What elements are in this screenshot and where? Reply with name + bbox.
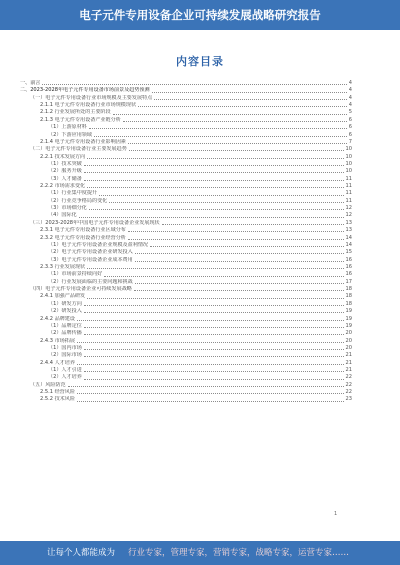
toc-entry-title: 2.4.4 人才培养 <box>40 359 75 366</box>
toc-entry[interactable] <box>20 374 352 381</box>
toc-entry-title: （1）上游原材料 <box>48 124 87 131</box>
toc-entry-page: 18 <box>345 300 352 307</box>
dot-leader <box>123 121 347 122</box>
toc-entry-page: 22 <box>345 374 352 381</box>
dot-leader <box>79 217 344 218</box>
toc-entry-title: （五）风险防范 <box>30 381 66 388</box>
report-header-bar <box>0 0 400 30</box>
toc-entry-title: （3）电子元件专用设备企业成本费用 <box>48 256 133 263</box>
toc-entry-page: 13 <box>345 219 352 226</box>
dot-leader <box>128 239 344 240</box>
toc-entry-page: 14 <box>345 234 352 241</box>
toc-entry-page: 11 <box>345 197 352 204</box>
toc-entry-title: 一、前言 <box>20 80 41 86</box>
toc-entry-title: （2）服务升级 <box>48 168 82 175</box>
toc-entry-title: （1）技术突破 <box>48 160 82 167</box>
toc-entry[interactable] <box>20 190 352 197</box>
toc-entry[interactable] <box>20 183 352 190</box>
report-title: 电子元件专用设备企业可持续发展战略研究报告 <box>79 8 321 22</box>
toc-entry-title: （1）市场前景持续向好 <box>48 271 103 278</box>
dot-leader <box>84 312 344 313</box>
toc-entry-page: 6 <box>348 124 352 131</box>
dot-leader <box>68 386 344 387</box>
toc-entry[interactable] <box>20 139 352 146</box>
toc-entry-title: （2）行业发展面临的主要问题和挑战 <box>48 278 133 285</box>
toc-entry[interactable] <box>20 279 352 286</box>
toc-entry[interactable] <box>20 124 352 131</box>
dot-leader <box>135 283 344 284</box>
toc-entry-page: 15 <box>345 249 352 256</box>
toc-entry-page: 18 <box>345 286 352 293</box>
toc-entry-title: （2）品牌传播 <box>48 330 82 337</box>
toc-entry[interactable] <box>20 176 352 183</box>
toc-entry-page: 12 <box>345 205 352 212</box>
toc-entry-page: 10 <box>345 160 352 167</box>
toc-entry[interactable] <box>20 80 352 87</box>
toc-entry[interactable] <box>20 132 352 139</box>
toc-entry[interactable] <box>20 360 352 367</box>
toc-entry-page: 10 <box>345 168 352 175</box>
dot-leader <box>84 172 344 173</box>
toc-entry-page: 11 <box>345 175 352 182</box>
dot-leader <box>87 268 343 269</box>
toc-entry-title: 2.2.1 技术发展方向 <box>40 153 86 160</box>
dot-leader <box>77 320 344 321</box>
toc-entry[interactable] <box>20 242 352 249</box>
toc-entry[interactable] <box>20 382 352 389</box>
toc-entry[interactable] <box>20 316 352 323</box>
dot-leader <box>154 99 346 100</box>
toc-entry[interactable] <box>20 227 352 234</box>
toc-entry-title: 2.3.2 电子元件专用设备行业经营分析 <box>40 234 126 241</box>
footer-lead-text: 让每个人都能成为 <box>47 548 116 558</box>
dot-leader <box>152 92 347 93</box>
toc-entry[interactable] <box>20 367 352 374</box>
dot-leader <box>129 150 344 151</box>
toc-entry-page: 20 <box>345 330 352 337</box>
toc-entry-page: 20 <box>345 337 352 344</box>
toc-entry-title: （2）电子元件专用设备企业研发投入 <box>48 249 133 256</box>
dot-leader <box>135 261 344 262</box>
toc-entry[interactable] <box>20 154 352 161</box>
toc-entry-page: 14 <box>345 241 352 248</box>
toc-entry-page: 21 <box>345 352 352 359</box>
toc-entry-title: （1）品牌定位 <box>48 322 82 329</box>
toc-entry[interactable] <box>20 338 352 345</box>
dot-leader <box>134 290 344 291</box>
toc-entry[interactable] <box>20 257 352 264</box>
toc-entry-title: 2.2.2 市场需求变化 <box>40 183 86 190</box>
dot-leader <box>77 342 344 343</box>
toc-entry-page: 21 <box>345 359 352 366</box>
dot-leader <box>77 364 344 365</box>
toc-entry-title: （2）下游应用领域 <box>48 131 92 138</box>
toc-entry-title: （四）电子元件专用设备企业可持续发展战略 <box>30 286 132 293</box>
dot-leader <box>84 305 344 306</box>
toc-entry-title: （2）人才培养 <box>48 374 82 381</box>
dot-leader <box>128 143 347 144</box>
toc-entry[interactable] <box>20 95 352 102</box>
toc-entry-title: 2.3.3 行业发展现状 <box>40 263 86 270</box>
toc-entry[interactable] <box>20 205 352 212</box>
toc-entry[interactable] <box>20 87 352 94</box>
dot-leader <box>42 84 346 85</box>
dot-leader <box>84 379 344 380</box>
dot-leader <box>89 128 347 129</box>
toc-entry[interactable] <box>20 330 352 337</box>
page-number: 1 <box>334 511 338 517</box>
dot-leader <box>104 276 343 277</box>
toc-entry-title: （4）国际化 <box>48 212 77 219</box>
toc-entry[interactable] <box>20 161 352 168</box>
toc-entry-page: 6 <box>348 131 352 138</box>
toc-entry-title: 2.4.2 品牌建设 <box>40 315 75 322</box>
footer-roles-text: 行业专家，管理专家，营销专家，战略专家，运营专家…… <box>128 548 350 558</box>
toc-entry[interactable] <box>20 102 352 109</box>
toc-entry-title: 2.4.3 市场拓展 <box>40 337 75 344</box>
toc-entry-page: 5 <box>348 109 352 116</box>
toc-entry[interactable] <box>20 286 352 293</box>
toc-entry[interactable] <box>20 345 352 352</box>
dot-leader <box>87 158 343 159</box>
dot-leader <box>113 114 347 115</box>
toc-entry-title: （3）市场细分化 <box>48 205 87 212</box>
dot-leader <box>84 371 344 372</box>
toc-entry-title: 2.5.1 经营风险 <box>40 389 75 396</box>
toc-entry-title: （1）人才引进 <box>48 367 82 374</box>
table-of-contents <box>20 80 352 404</box>
toc-entry-title: 2.1.3 电子元件专用设备产业链分析 <box>40 116 121 123</box>
toc-entry-page: 17 <box>345 278 352 285</box>
dot-leader <box>162 224 344 225</box>
dot-leader <box>84 349 344 350</box>
toc-entry-title: （1）研发方向 <box>48 300 82 307</box>
toc-entry-title: （2）国际市场 <box>48 352 82 359</box>
toc-entry-page: 16 <box>345 263 352 270</box>
toc-entry-page: 21 <box>345 367 352 374</box>
toc-entry-page: 7 <box>348 138 352 145</box>
toc-entry-title: 2.5.2 技术风险 <box>40 396 75 403</box>
toc-entry-page: 22 <box>345 381 352 388</box>
toc-entry-page: 20 <box>345 344 352 351</box>
toc-entry[interactable] <box>20 293 352 300</box>
dot-leader <box>84 356 344 357</box>
dot-leader <box>99 195 343 196</box>
dot-leader <box>87 187 343 188</box>
toc-entry-title: 2.1.2 行业发展所处的主要阶段 <box>40 109 111 116</box>
toc-entry-page: 4 <box>348 94 352 101</box>
toc-entry[interactable] <box>20 271 352 278</box>
dot-leader <box>84 327 344 328</box>
toc-entry-title: 2.4.1 加强产品研发 <box>40 293 86 300</box>
toc-entry-title: （2）行业竞争格局的变化 <box>48 197 108 204</box>
dot-leader <box>138 106 347 107</box>
toc-entry-title: 二、2023-2028年电子元件专用设备市场前景及趋势预测 <box>20 87 150 94</box>
toc-entry[interactable] <box>20 109 352 116</box>
dot-leader <box>84 180 344 181</box>
toc-entry-title: 2.1.4 电子元件专用设备行业影响因素 <box>40 138 126 145</box>
toc-entry-page: 22 <box>345 389 352 396</box>
toc-entry-title: （1）电子元件专用设备企业规模及盈利情况 <box>48 241 149 248</box>
toc-entry-page: 11 <box>345 190 352 197</box>
toc-entry[interactable] <box>20 264 352 271</box>
dot-leader <box>94 136 347 137</box>
toc-entry-page: 6 <box>348 116 352 123</box>
toc-entry-title: （1）国内市场 <box>48 344 82 351</box>
dot-leader <box>150 246 343 247</box>
toc-entry[interactable] <box>20 146 352 153</box>
toc-entry-page: 4 <box>348 80 352 86</box>
toc-entry-page: 19 <box>345 308 352 315</box>
toc-entry-page: 23 <box>345 396 352 403</box>
footer-bar <box>0 541 400 565</box>
dot-leader <box>77 401 344 402</box>
toc-entry-page: 19 <box>345 322 352 329</box>
dot-leader <box>109 202 343 203</box>
dot-leader <box>84 165 344 166</box>
toc-entry[interactable] <box>20 301 352 308</box>
dot-leader <box>77 393 344 394</box>
toc-entry-title: （2）研发投入 <box>48 308 82 315</box>
toc-entry-page: 13 <box>345 227 352 234</box>
toc-entry[interactable] <box>20 220 352 227</box>
toc-entry-page: 4 <box>348 102 352 109</box>
toc-entry[interactable] <box>20 396 352 403</box>
toc-entry[interactable] <box>20 308 352 315</box>
toc-entry-page: 12 <box>345 212 352 219</box>
toc-heading: 内容目录 <box>176 55 224 68</box>
dot-leader <box>84 334 344 335</box>
toc-entry[interactable] <box>20 389 352 396</box>
toc-entry[interactable] <box>20 168 352 175</box>
toc-entry-title: 2.3.1 电子元件专用设备行业区域分布 <box>40 227 126 234</box>
toc-entry[interactable] <box>20 323 352 330</box>
toc-entry[interactable] <box>20 117 352 124</box>
toc-entry-title: （三）2023-2028年中国电子元件专用设备企业发展现状 <box>30 219 160 226</box>
toc-entry-page: 19 <box>345 315 352 322</box>
dot-leader <box>87 298 343 299</box>
toc-entry-page: 16 <box>345 271 352 278</box>
toc-entry[interactable] <box>20 249 352 256</box>
toc-entry-title: （3）人才储备 <box>48 175 82 182</box>
toc-entry[interactable] <box>20 235 352 242</box>
toc-entry[interactable] <box>20 198 352 205</box>
dot-leader <box>135 253 344 254</box>
toc-entry-page: 16 <box>345 256 352 263</box>
dot-leader <box>89 209 344 210</box>
toc-entry-title: （二）电子元件专用设备行业主要发展趋势 <box>30 146 127 153</box>
toc-entry-page: 11 <box>345 183 352 190</box>
toc-entry-page: 10 <box>345 146 352 153</box>
toc-entry-title: 2.1.1 电子元件专用设备行业市场规模现状 <box>40 102 137 109</box>
dot-leader <box>128 231 344 232</box>
toc-entry-page: 10 <box>345 153 352 160</box>
toc-entry-title: （一）电子元件专用设备行业市场规模及主要发展特点 <box>30 94 153 101</box>
toc-entry-page: 18 <box>345 293 352 300</box>
toc-entry[interactable] <box>20 212 352 219</box>
toc-entry[interactable] <box>20 352 352 359</box>
toc-entry-title: （1）行业集中度提升 <box>48 190 98 197</box>
toc-entry-page: 4 <box>348 87 352 94</box>
